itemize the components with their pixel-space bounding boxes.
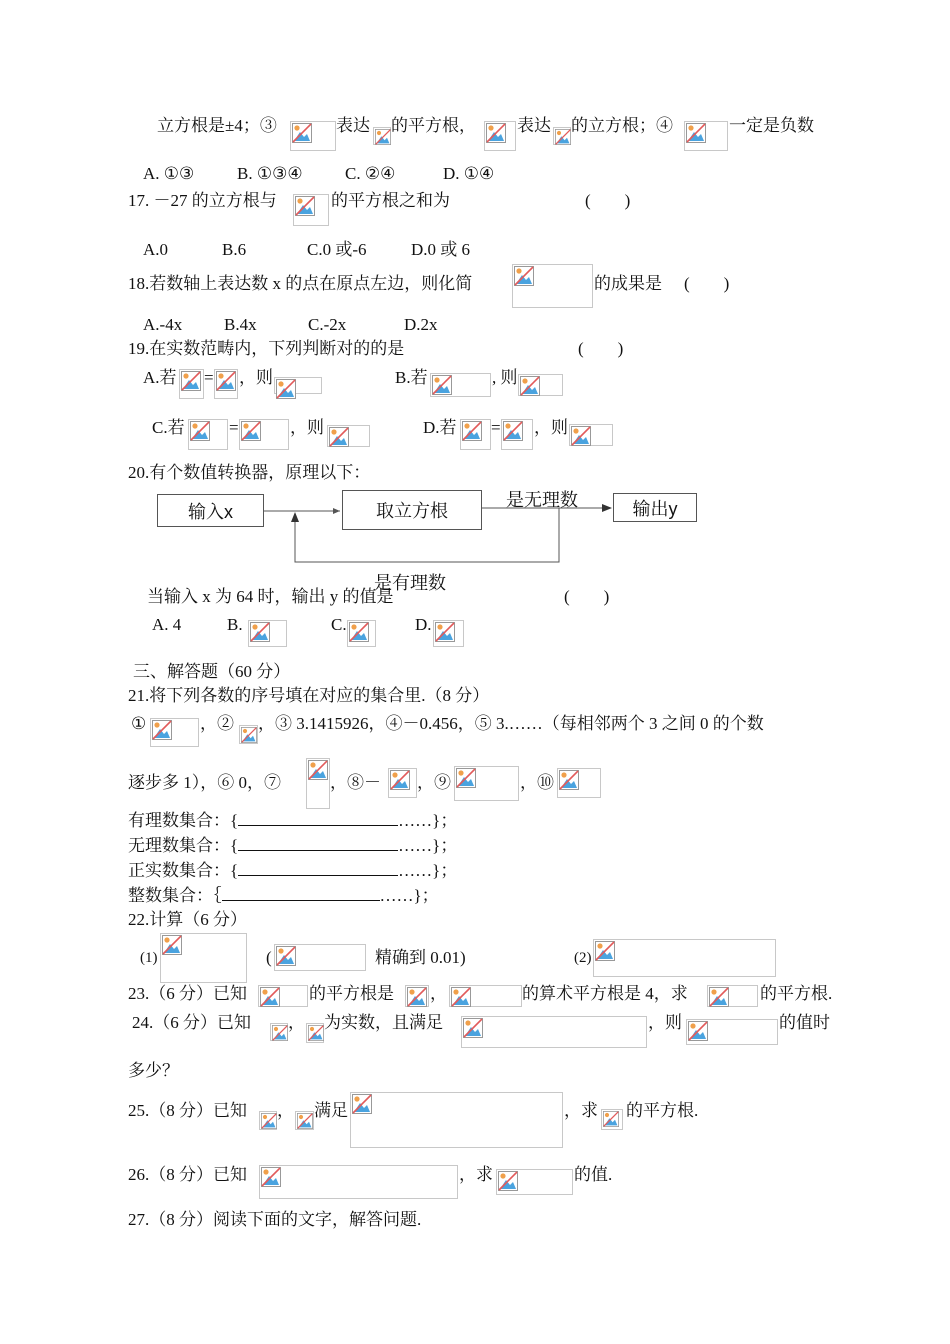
set-rational bbox=[128, 811, 457, 831]
broken-image-icon bbox=[349, 622, 369, 642]
q25-text-1: 25.（8 分）已知 bbox=[128, 1101, 247, 1120]
q20-stem: 20.有个数值转换器，原理以下： bbox=[128, 463, 371, 482]
q16-text-2: 表达 bbox=[336, 116, 370, 135]
broken-image-icon bbox=[276, 946, 296, 966]
q20-option-d: D. bbox=[415, 615, 432, 634]
q20-option-a: A. 4 bbox=[152, 615, 182, 634]
formula-image bbox=[430, 373, 491, 397]
q21-n10: ，⑩ bbox=[520, 773, 554, 792]
q16-text-1: 立方根是±4；③ bbox=[157, 116, 277, 135]
formula-image bbox=[484, 121, 516, 151]
q16-option-a: A. ①③ bbox=[143, 164, 195, 183]
q23-text-3: ， bbox=[430, 984, 447, 1003]
q25-text-4: ，求 bbox=[564, 1101, 598, 1120]
q16-option-c: C. ②④ bbox=[345, 164, 396, 183]
formula-image bbox=[601, 1109, 623, 1130]
broken-image-icon bbox=[297, 1113, 313, 1129]
formula-image bbox=[454, 766, 519, 801]
formula-image bbox=[460, 419, 491, 450]
formula-image bbox=[259, 1165, 458, 1199]
q19-d-text-2: ，则 bbox=[534, 418, 568, 437]
broken-image-icon bbox=[503, 421, 523, 441]
q26-text-2: ，求 bbox=[459, 1165, 493, 1184]
formula-image bbox=[405, 985, 429, 1007]
q17-text-2: 的平方根之和为 bbox=[331, 191, 450, 210]
broken-image-icon bbox=[688, 1021, 708, 1041]
q22-part1-label: (1) bbox=[140, 950, 158, 966]
q24-text-1: 24.（6 分）已知 bbox=[132, 1013, 251, 1032]
answer-blank[interactable] bbox=[222, 886, 380, 901]
set-integer bbox=[128, 886, 439, 906]
q23-text-4: 的算术平方根是 4，求 bbox=[522, 984, 688, 1003]
broken-image-icon bbox=[216, 371, 236, 391]
broken-image-icon bbox=[241, 421, 261, 441]
broken-image-icon bbox=[514, 266, 534, 286]
q18-answer-paren: ( ) bbox=[684, 274, 730, 293]
flow-irrational-label: 是无理数 bbox=[506, 490, 578, 510]
broken-image-icon bbox=[276, 379, 296, 399]
q22-part2-label: (2) bbox=[574, 950, 592, 966]
q23-text-5: 的平方根. bbox=[760, 984, 833, 1003]
q19-c-text-2: ，则 bbox=[290, 418, 324, 437]
flow-input-box: 输入x bbox=[157, 494, 264, 527]
formula-image bbox=[214, 369, 238, 399]
formula-image bbox=[433, 620, 464, 647]
broken-image-icon bbox=[686, 123, 706, 143]
q25-text-3: 满足 bbox=[314, 1101, 348, 1120]
q26-text-1: 26.（8 分）已知 bbox=[128, 1165, 247, 1184]
broken-image-icon bbox=[295, 196, 315, 216]
q19-d-text-1: D.若 bbox=[423, 418, 457, 437]
q16-option-d: D. ①④ bbox=[443, 164, 495, 183]
formula-image bbox=[593, 939, 776, 977]
q21-n9: ，⑨ bbox=[417, 773, 451, 792]
q17-option-d: D.0 或 6 bbox=[411, 240, 471, 259]
formula-image bbox=[306, 758, 330, 809]
formula-image bbox=[306, 1023, 324, 1043]
formula-image bbox=[553, 127, 571, 145]
formula-image bbox=[496, 1169, 573, 1195]
formula-image bbox=[188, 419, 228, 450]
q18-option-a: A.-4x bbox=[143, 315, 183, 334]
set-end: ……}； bbox=[398, 836, 458, 855]
q22-precision: 精确到 0.01) bbox=[375, 948, 466, 967]
q25-text-2: ， bbox=[277, 1101, 294, 1120]
formula-image bbox=[557, 768, 601, 798]
broken-image-icon bbox=[451, 987, 471, 1007]
broken-image-icon bbox=[375, 129, 391, 145]
broken-image-icon bbox=[432, 375, 452, 395]
broken-image-icon bbox=[162, 935, 182, 955]
broken-image-icon bbox=[520, 376, 540, 396]
q18-text-1: 18.若数轴上表达数 x 的点在原点左边，则化简 bbox=[128, 274, 473, 293]
formula-image bbox=[293, 194, 329, 226]
q21-n2: ，② bbox=[200, 714, 234, 733]
set-end: ……}； bbox=[379, 886, 439, 905]
broken-image-icon bbox=[709, 987, 729, 1007]
answer-blank[interactable] bbox=[238, 836, 398, 851]
q22-stem: 22.计算（6 分） bbox=[128, 910, 247, 929]
set-label: 有理数集合：{ bbox=[128, 811, 239, 830]
formula-image bbox=[686, 1019, 778, 1045]
q16-option-b: B. ①③④ bbox=[237, 164, 303, 183]
formula-image bbox=[160, 933, 247, 983]
q19-a-text-1: A.若 bbox=[143, 368, 177, 387]
q21-stem: 21.将下列各数的序号填在对应的集合里.（8 分） bbox=[128, 686, 490, 705]
q19-a-text-2: ，则 bbox=[239, 368, 273, 387]
formula-image bbox=[290, 121, 336, 151]
broken-image-icon bbox=[152, 720, 172, 740]
broken-image-icon bbox=[559, 770, 579, 790]
q19-stem: 19.在实数范畴内，下列判断对的的是 bbox=[128, 339, 405, 358]
broken-image-icon bbox=[486, 123, 506, 143]
broken-image-icon bbox=[181, 371, 201, 391]
q23-text-2: 的平方根是 bbox=[309, 984, 394, 1003]
q20-option-b: B. bbox=[227, 615, 243, 634]
section-heading: 三、解答题（60 分） bbox=[133, 662, 291, 681]
broken-image-icon bbox=[261, 1167, 281, 1187]
formula-image bbox=[327, 425, 370, 447]
q25-text-5: 的平方根. bbox=[626, 1101, 699, 1120]
q17-text-1: 17. －27 的立方根与 bbox=[128, 191, 277, 210]
broken-image-icon bbox=[555, 129, 571, 145]
q19-c-eq: = bbox=[229, 418, 239, 437]
q17-option-c: C.0 或-6 bbox=[307, 240, 367, 259]
q18-text-2: 的成果是 bbox=[594, 274, 662, 293]
broken-image-icon bbox=[603, 1111, 619, 1127]
broken-image-icon bbox=[261, 1113, 277, 1129]
q21-n1: ① bbox=[131, 714, 147, 733]
set-positive-real bbox=[128, 861, 457, 881]
set-irrational bbox=[128, 836, 457, 856]
q26-text-3: 的值. bbox=[574, 1165, 613, 1184]
broken-image-icon bbox=[272, 1025, 288, 1041]
formula-image bbox=[501, 419, 533, 450]
formula-image bbox=[274, 944, 366, 971]
q20-answer-paren: ( ) bbox=[564, 587, 610, 606]
broken-image-icon bbox=[462, 421, 482, 441]
q19-c-text-1: C.若 bbox=[152, 418, 185, 437]
formula-image bbox=[449, 985, 522, 1007]
q24-continuation: 多少？ bbox=[128, 1061, 179, 1080]
set-label: 无理数集合：{ bbox=[128, 836, 239, 855]
formula-image bbox=[707, 985, 758, 1007]
broken-image-icon bbox=[352, 1094, 372, 1114]
q17-answer-paren: ( ) bbox=[585, 191, 631, 210]
formula-image bbox=[569, 424, 613, 446]
broken-image-icon bbox=[308, 760, 328, 780]
q24-text-5: 的值时 bbox=[779, 1013, 830, 1032]
broken-image-icon bbox=[463, 1018, 483, 1038]
formula-image bbox=[512, 264, 593, 308]
formula-image bbox=[350, 1092, 563, 1148]
q19-answer-paren: ( ) bbox=[578, 339, 624, 358]
set-end: ……}； bbox=[398, 811, 458, 830]
q16-text-4: 表达 bbox=[517, 116, 551, 135]
set-label: 整数集合：｛ bbox=[128, 886, 222, 905]
formula-image bbox=[179, 369, 204, 399]
q16-text-3: 的平方根， bbox=[391, 116, 476, 135]
q16-text-5: 的立方根；④ bbox=[571, 116, 673, 135]
formula-image bbox=[684, 121, 728, 151]
q17-option-a: A.0 bbox=[143, 240, 169, 259]
q21-n3: ，③ 3.1415926，④－0.456，⑤ 3.……（每相邻两个 3 之间 0 的个数 bbox=[258, 714, 764, 733]
formula-image bbox=[259, 1111, 277, 1130]
flow-cuberoot-box: 取立方根 bbox=[342, 490, 482, 530]
broken-image-icon bbox=[407, 987, 427, 1007]
q21-n8: ，⑧－ bbox=[330, 773, 381, 792]
q19-b-text-2: , 则 bbox=[492, 368, 518, 387]
q21-cont: 逐步多 1），⑥ 0，⑦ bbox=[128, 773, 281, 792]
formula-image bbox=[274, 377, 322, 394]
formula-image bbox=[239, 419, 289, 450]
q18-option-d: D.2x bbox=[404, 315, 438, 334]
answer-blank[interactable] bbox=[238, 811, 398, 826]
broken-image-icon bbox=[241, 727, 257, 743]
formula-image bbox=[347, 620, 376, 647]
broken-image-icon bbox=[390, 770, 410, 790]
q24-text-2: ， bbox=[288, 1013, 305, 1032]
formula-image bbox=[248, 620, 287, 647]
q18-option-c: C.-2x bbox=[308, 315, 347, 334]
set-label: 正实数集合：{ bbox=[128, 861, 239, 880]
broken-image-icon bbox=[571, 426, 591, 446]
q23-text-1: 23.（6 分）已知 bbox=[128, 984, 247, 1003]
q19-b-text-1: B.若 bbox=[395, 368, 428, 387]
broken-image-icon bbox=[190, 421, 210, 441]
broken-image-icon bbox=[498, 1171, 518, 1191]
q19-d-eq: = bbox=[491, 418, 501, 437]
q20-question: 当输入 x 为 64 时，输出 y 的值是 bbox=[147, 587, 394, 606]
broken-image-icon bbox=[456, 768, 476, 788]
q20-option-c: C. bbox=[331, 615, 347, 634]
broken-image-icon bbox=[250, 622, 270, 642]
flow-output-box: 输出y bbox=[613, 493, 697, 522]
formula-image bbox=[388, 768, 417, 798]
q24-text-3: 为实数，且满足 bbox=[324, 1013, 443, 1032]
broken-image-icon bbox=[260, 987, 280, 1007]
answer-blank[interactable] bbox=[238, 861, 398, 876]
q17-option-b: B.6 bbox=[222, 240, 247, 259]
q22-paren-open: ( bbox=[266, 948, 272, 967]
q18-option-b: B.4x bbox=[224, 315, 257, 334]
set-end: ……}； bbox=[398, 861, 458, 880]
broken-image-icon bbox=[292, 123, 312, 143]
formula-image bbox=[295, 1111, 314, 1130]
q16-text-6: 一定是负数 bbox=[729, 116, 814, 135]
formula-image bbox=[239, 725, 258, 744]
formula-image bbox=[258, 985, 308, 1007]
formula-image bbox=[150, 718, 199, 747]
formula-image bbox=[373, 127, 391, 145]
broken-image-icon bbox=[595, 941, 615, 961]
formula-image bbox=[270, 1023, 288, 1041]
broken-image-icon bbox=[329, 427, 349, 447]
q27-text-1: 27.（8 分）阅读下面的文字，解答问题. bbox=[128, 1210, 422, 1229]
formula-image bbox=[461, 1016, 647, 1048]
q19-a-eq: = bbox=[204, 368, 214, 387]
formula-image bbox=[518, 374, 563, 396]
q24-text-4: ，则 bbox=[648, 1013, 682, 1032]
broken-image-icon bbox=[308, 1025, 324, 1041]
flow-rational-label: 是有理数 bbox=[374, 573, 446, 593]
broken-image-icon bbox=[435, 622, 455, 642]
